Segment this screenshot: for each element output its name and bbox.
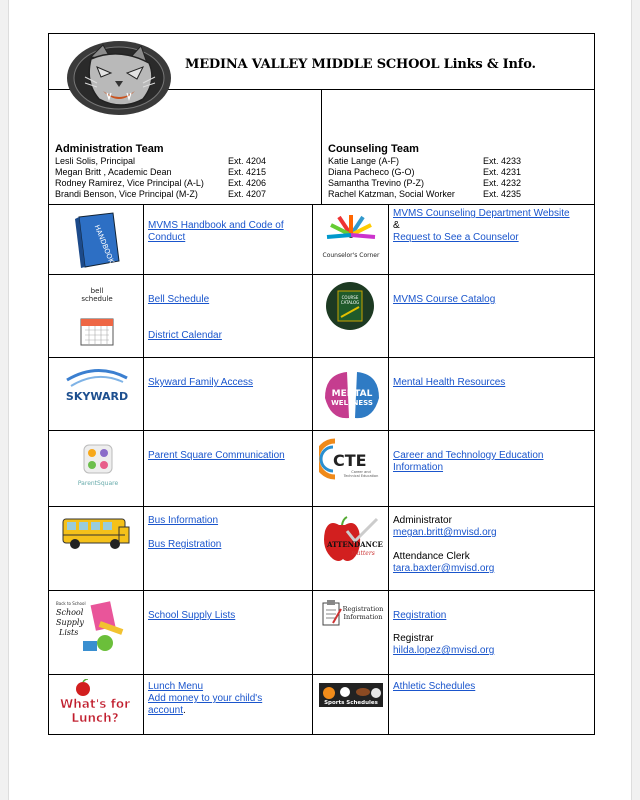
staff-ext: Ext. 4204 <box>228 156 267 166</box>
cte-image-cell <box>313 431 389 507</box>
header-row <box>49 34 594 90</box>
registration-label-1: Registration <box>342 605 384 613</box>
bell-label: bell <box>90 287 104 295</box>
handbook-icon <box>71 211 123 269</box>
staff-ext: Ext. 4232 <box>483 178 522 188</box>
mental-health-link[interactable]: Mental Health Resources <box>393 377 506 388</box>
skyward-link[interactable]: Skyward Family Access <box>148 377 254 388</box>
add-money-link[interactable] <box>148 693 308 717</box>
counseling-links-cell <box>389 205 594 275</box>
cte-sub-1: Career and <box>351 470 371 474</box>
skyward-image-cell <box>49 358 144 431</box>
add-money-line1: Add money to your child's <box>148 693 263 704</box>
registration-info-cell <box>389 591 594 675</box>
request-counselor-link[interactable]: Request to See a Counselor <box>393 232 519 243</box>
list-item <box>55 189 315 200</box>
cte-link-line1: Career and Technology Education <box>393 450 544 461</box>
administrator-label: Administrator <box>393 515 452 526</box>
skyward-links-cell <box>144 358 313 431</box>
counselor-label: Counselor's Corner <box>322 252 380 259</box>
staff-name: Brandi Benson, Vice Principal (M-Z) <box>55 189 198 199</box>
lunch-label-1: What's for <box>60 697 130 711</box>
staff-ext: Ext. 4235 <box>483 189 522 199</box>
staff-ext: Ext. 4215 <box>228 167 267 177</box>
staff-name: Katie Lange (A-F) <box>328 156 400 166</box>
supply-image-cell <box>49 591 144 675</box>
supply-links-cell <box>144 591 313 675</box>
parentsquare-link[interactable]: Parent Square Communication <box>148 450 285 461</box>
registration-label-2: Information <box>343 613 383 621</box>
list-item <box>55 167 315 178</box>
cte-sub-2: Technical Education <box>343 474 379 478</box>
supply-lists-link[interactable]: School Supply Lists <box>148 610 236 621</box>
catalog-label-2: CATALOG <box>340 300 360 305</box>
catalog-image-cell <box>313 275 389 358</box>
school-bus-icon <box>59 513 133 553</box>
lunch-menu-link[interactable]: Lunch Menu <box>148 681 204 692</box>
counseling-team <box>321 90 594 204</box>
parentsquare-links-cell <box>144 431 313 507</box>
staff-name: Rachel Katzman, Social Worker <box>328 189 455 199</box>
bus-links-cell <box>144 507 313 591</box>
cte-label: CTE <box>333 451 367 470</box>
parentsquare-icon <box>73 443 123 489</box>
sports-schedules-icon <box>319 683 383 707</box>
list-item <box>328 156 588 167</box>
bus-information-link[interactable]: Bus Information <box>148 515 219 526</box>
handbook-image-cell <box>49 205 144 275</box>
parentsquare-label: ParentSquare <box>77 480 119 487</box>
handbook-link[interactable] <box>148 220 308 244</box>
list-item <box>328 189 588 200</box>
counselors-corner-icon <box>321 213 381 265</box>
staff-name: Samantha Trevino (P-Z) <box>328 178 425 188</box>
course-catalog-icon <box>325 281 375 331</box>
handbook-link-line2: Conduct <box>148 232 186 243</box>
registration-clipboard-icon <box>319 599 385 629</box>
bell-links-cell <box>144 275 313 358</box>
attendance-image-cell <box>313 507 389 591</box>
mental-links-cell <box>389 358 594 431</box>
catalog-links-cell <box>389 275 594 358</box>
admin-heading: Administration Team <box>55 143 164 155</box>
lunch-label-2: Lunch? <box>71 711 119 725</box>
attendance-info-cell <box>389 507 594 591</box>
supply-label-2: School <box>56 608 84 617</box>
skyward-logo-icon <box>61 366 133 406</box>
staff-ext: Ext. 4207 <box>228 189 267 199</box>
handbook-link-line1: MVMS Handbook and Code of <box>148 220 284 231</box>
admin-email-link[interactable]: megan.britt@mvisd.org <box>393 527 497 538</box>
catalog-label-1: COURSE <box>341 295 359 300</box>
registrar-email-link[interactable]: hilda.lopez@mvisd.org <box>393 645 495 656</box>
skyward-label: SKYWARD <box>65 390 129 403</box>
list-item <box>328 178 588 189</box>
lunch-image-cell <box>49 675 144 734</box>
mental-image-cell <box>313 358 389 431</box>
bus-registration-link[interactable]: Bus Registration <box>148 539 222 550</box>
supply-label-4: Lists <box>59 628 79 637</box>
period: . <box>183 705 186 716</box>
course-catalog-link[interactable]: MVMS Course Catalog <box>393 294 496 305</box>
sports-label: Sports Schedules <box>324 700 378 706</box>
sports-image-cell <box>313 675 389 734</box>
add-money-line2: account <box>148 705 184 716</box>
clerk-email-link[interactable]: tara.baxter@mvisd.org <box>393 563 495 574</box>
attendance-label: ATTENDANCE <box>327 540 383 549</box>
athletic-schedules-link[interactable]: Athletic Schedules <box>393 681 476 692</box>
bell-schedule-link[interactable]: Bell Schedule <box>148 294 210 305</box>
mental-label: MENTAL <box>331 389 373 399</box>
page-title: MEDINA VALLEY MIDDLE SCHOOL Links & Info. <box>185 57 536 72</box>
counseling-heading: Counseling Team <box>328 143 419 155</box>
links-grid <box>49 205 594 734</box>
staff-name: Diana Pacheco (G-O) <box>328 167 415 177</box>
supply-label-1: Back to School <box>56 601 86 606</box>
schedule-label: schedule <box>81 295 113 303</box>
registrar-label: Registrar <box>393 633 434 644</box>
list-item <box>55 156 315 167</box>
district-calendar-link[interactable]: District Calendar <box>148 330 222 341</box>
handbook-label: HANDBOOK <box>92 223 116 265</box>
cte-link[interactable] <box>393 450 590 474</box>
matters-label: matters <box>351 550 375 557</box>
ampersand: & <box>393 220 400 231</box>
bell-image-cell <box>49 275 144 358</box>
staff-name: Megan Britt , Academic Dean <box>55 167 172 177</box>
list-item <box>55 178 315 189</box>
athletics-links-cell <box>389 675 594 734</box>
whats-for-lunch-icon <box>55 679 135 729</box>
lunch-links-cell <box>144 675 313 734</box>
counseling-website-link[interactable]: MVMS Counseling Department Website <box>393 208 570 219</box>
bell-schedule-icon <box>77 285 117 351</box>
parentsquare-image-cell <box>49 431 144 507</box>
cte-links-cell <box>389 431 594 507</box>
cte-logo-icon <box>319 437 383 481</box>
info-table <box>48 33 595 735</box>
cte-link-line2: Information <box>393 462 444 473</box>
document-page <box>8 0 632 800</box>
attendance-clerk-label: Attendance Clerk <box>393 551 470 562</box>
wildcat-logo-icon <box>61 37 171 117</box>
school-supply-icon <box>53 597 129 655</box>
list-item <box>328 167 588 178</box>
staff-ext: Ext. 4233 <box>483 156 522 166</box>
staff-name: Rodney Ramirez, Vice Principal (A-L) <box>55 178 204 188</box>
handbook-links-cell <box>144 205 313 275</box>
supply-label-3: Supply <box>56 618 84 627</box>
staff-ext: Ext. 4206 <box>228 178 267 188</box>
attendance-apple-icon <box>319 515 385 567</box>
registration-image-cell <box>313 591 389 675</box>
wellness-label: WELLNESS <box>331 399 373 407</box>
mental-wellness-icon <box>321 368 383 424</box>
bus-image-cell <box>49 507 144 591</box>
counselor-image-cell <box>313 205 389 275</box>
registration-link[interactable]: Registration <box>393 610 447 621</box>
staff-name: Lesli Solis, Principal <box>55 156 136 166</box>
staff-ext: Ext. 4231 <box>483 167 522 177</box>
